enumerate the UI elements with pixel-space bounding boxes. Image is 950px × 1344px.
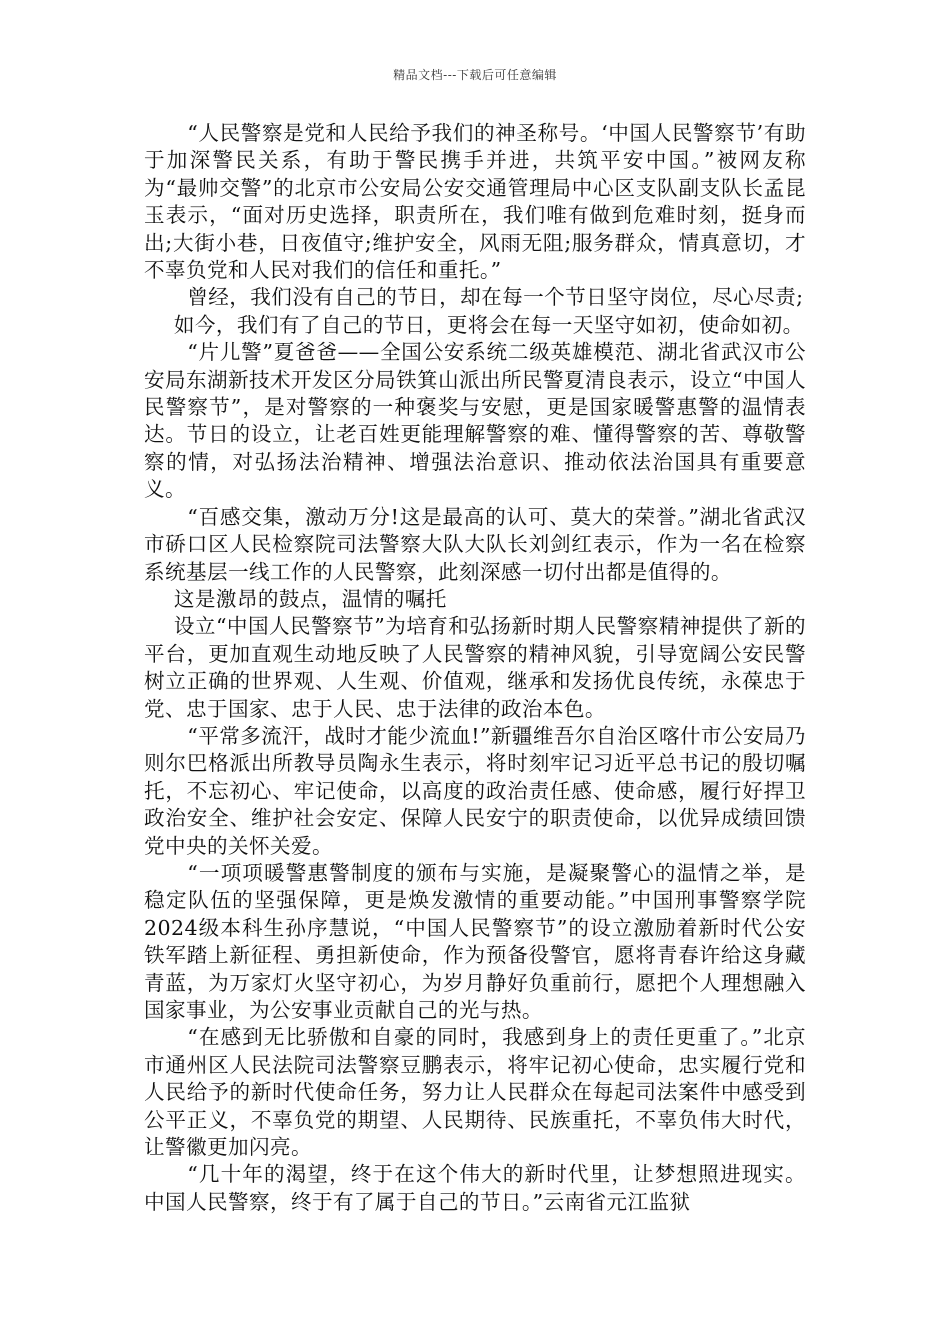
paragraph: “片儿警”夏爸爸——全国公安系统二级英雄模范、湖北省武汉市公安局东湖新技术开发区分局铁箕山派出所民警夏清良表示，设立“中国人民警察节”，是对警察的一种褒奖与安慰，更是国家暖警惠警的温情表达。节日的设立，让老百姓更能理解警察的难、懂得警察的苦、尊敬警察的情，对弘扬法治精神、增强法治意识、推动依法治国具有重要意义。 (144, 340, 806, 502)
section-heading: 这是激昂的鼓点，温情的嘱托 (173, 586, 447, 611)
paragraph: “在感到无比骄傲和自豪的同时，我感到身上的责任更重了。”北京市通州区人民法院司法警察豆鹏表示，将牢记初心使命，忠实履行党和人民给予的新时代使命任务，努力让人民群众在每起司法案件中感受到公平正义，不辜负党的期望、人民期待、民族重托，不辜负伟大时代，让警徽更加闪亮。 (144, 1025, 806, 1160)
paragraph: “人民警察是党和人民给予我们的神圣称号。‘中国人民警察节’有助于加深警民关系，有助于警民携手并进，共筑平安中国。”被网友称为“最帅交警”的北京市公安局公安交通管理局中心区支队副支队长孟昆玉表示，“面对历史选择，职责所在，我们唯有做到危难时刻，挺身而出;大街小巷，日夜值守;维护安全，风雨无阻;服务群众，情真意切，才不辜负党和人民对我们的信任和重托。” (144, 121, 806, 283)
paragraph: “平常多流汗，战时才能少流血!”新疆维吾尔自治区喀什市公安局乃则尔巴格派出所教导员陶永生表示，将时刻牢记习近平总书记的殷切嘱托，不忘初心、牢记使命，以高度的政治责任感、使命感，履行好捍卫政治安全、维护社会安定、保障人民安宁的职责使命，以优异成绩回馈党中央的关怀关爱。 (144, 723, 806, 858)
paragraph: 设立“中国人民警察节”为培育和弘扬新时期人民警察精神提供了新的平台，更加直观生动地反映了人民警察的精神风貌，引导宽阔公安民警树立正确的世界观、人生观、价值观，继承和发扬优良传统，永葆忠于党、忠于国家、忠于人民、忠于法律的政治本色。 (144, 614, 806, 721)
paragraph: “几十年的渴望，终于在这个伟大的新时代里，让梦想照进现实。中国人民警察，终于有了属于自己的节日。”云南省元江监狱 (144, 1162, 806, 1214)
paragraph: “一项项暖警惠警制度的颁布与实施，是凝聚警心的温情之举，是稳定队伍的坚强保障，更是焕发激情的重要动能。”中国刑事警察学院2024级本科生孙序慧说，“中国人民警察节”的设立激励着新时代公安铁军踏上新征程、勇担新使命，作为预备役警官，愿将青春许给这身藏青蓝，为万家灯火坚守初心，为岁月静好负重前行，愿把个人理想融入国家事业，为公安事业贡献自己的光与热。 (144, 860, 806, 1022)
article-body (144, 120, 806, 1216)
paragraph: 如今，我们有了自己的节日，更将会在每一天坚守如初，使命如初。 (173, 312, 804, 337)
paragraph: “百感交集，激动万分!这是最高的认可、莫大的荣誉。”湖北省武汉市硚口区人民检察院司法警察大队大队长刘剑红表示，作为一名在检察系统基层一线工作的人民警察，此刻深感一切付出都是值得的。 (144, 504, 806, 584)
paragraph: 曾经，我们没有自己的节日，却在每一个节日坚守岗位，尽心尽责; (187, 285, 804, 310)
page-header: 精品文档---下载后可任意编辑 (393, 68, 557, 82)
